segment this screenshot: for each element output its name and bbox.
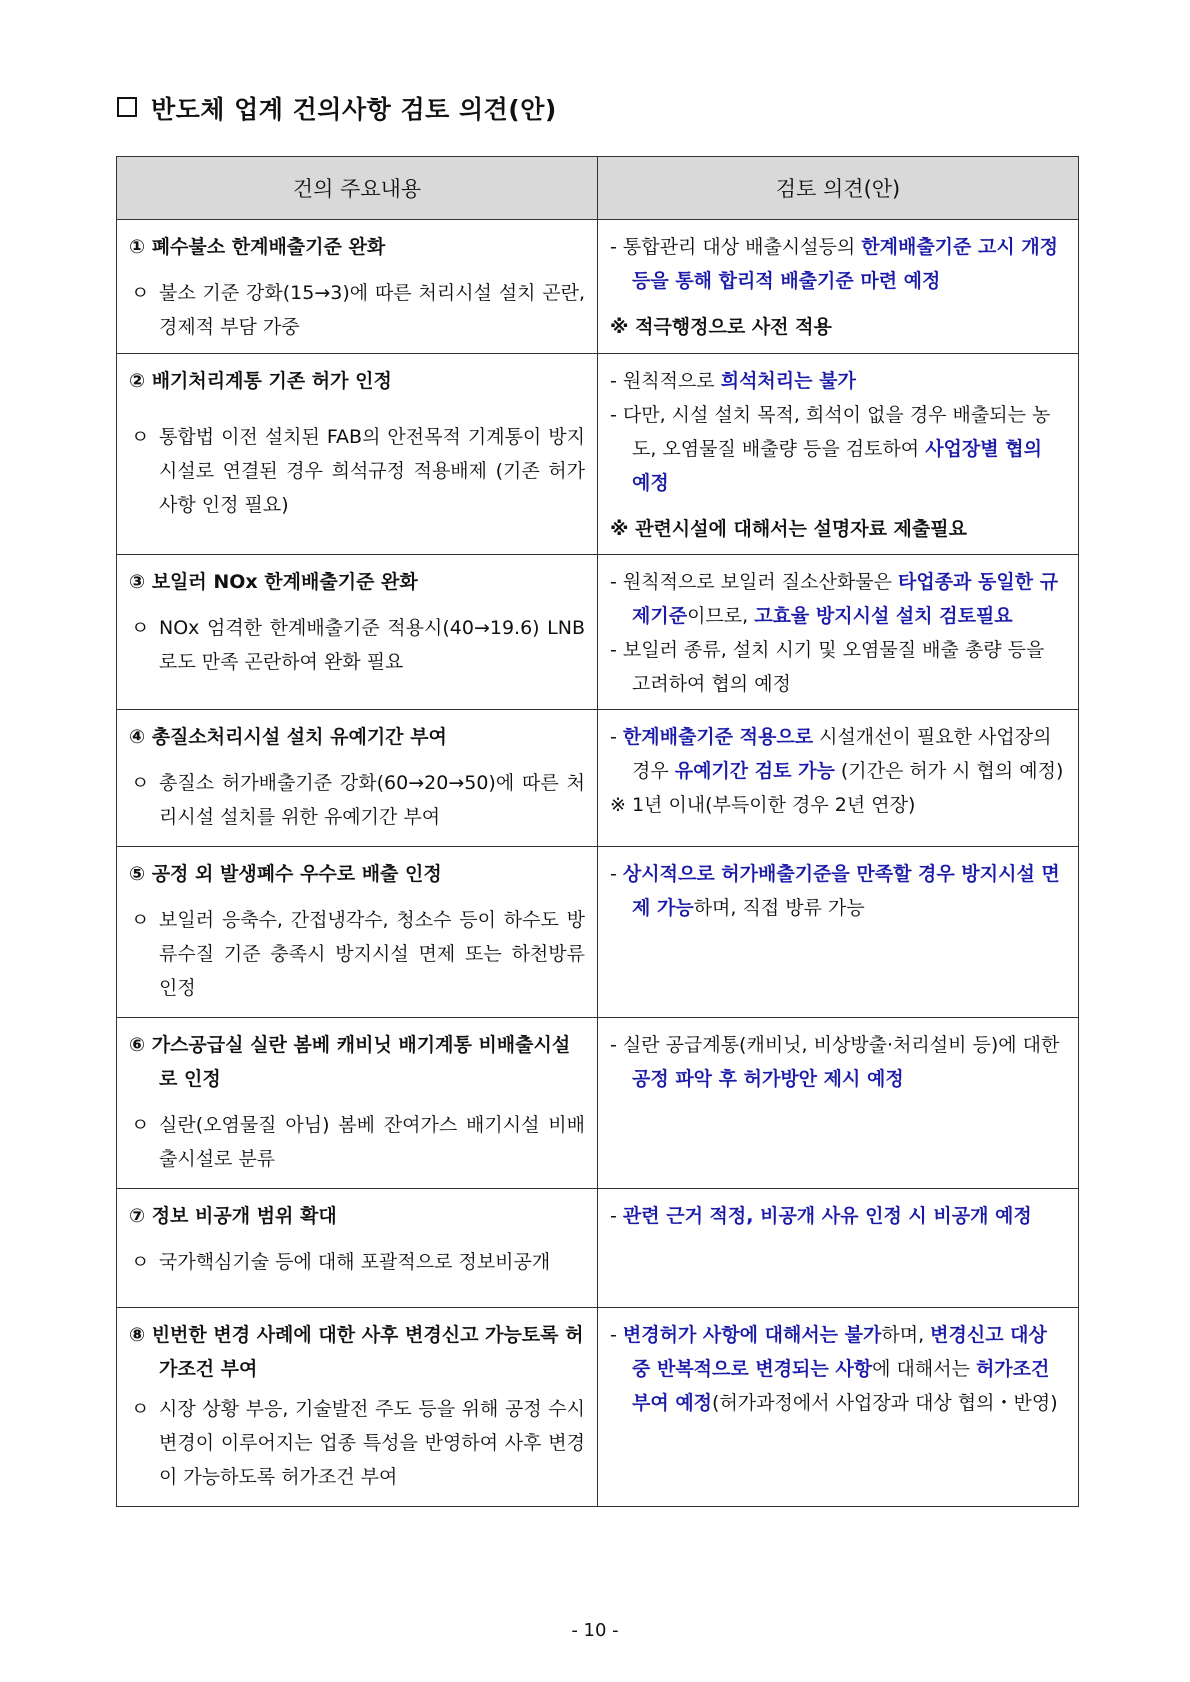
table-row — [117, 1018, 1079, 1189]
table-row — [117, 555, 1079, 710]
proposal-detail: ㅇ 실란(오염물질 아님) 봄베 잔여가스 배기시설 비배출시설로 분류 — [131, 1114, 585, 1170]
proposal-heading: ⑥ 가스공급실 실란 봄베 캐비닛 배기계통 비배출시설로 인정 — [129, 1034, 571, 1090]
proposal-heading: ⑤ 공정 외 발생폐수 우수로 배출 인정 — [129, 863, 442, 885]
col-header-proposal: 건의 주요내용 — [117, 157, 598, 220]
review-note: ※ 적극행정으로 사전 적용 — [610, 316, 832, 338]
proposal-heading: ④ 총질소처리시설 설치 유예기간 부여 — [129, 726, 447, 748]
proposal-heading: ② 배기처리계통 기존 허가 인정 — [129, 370, 392, 392]
table-row — [117, 1308, 1079, 1507]
review-text: - 변경허가 사항에 대해서는 불가하며, 변경신고 대상 중 반복적으로 변경되는 사항에 대해서는 허가조건 부여 예정(허가과정에서 사업장과 대상 협의・반영) — [610, 1324, 1058, 1414]
table-row — [117, 847, 1079, 1018]
proposal-heading: ⑧ 빈번한 변경 사례에 대한 사후 변경신고 가능토록 허가조건 부여 — [129, 1324, 584, 1380]
review-text: - 실란 공급계통(캐비닛, 비상방출·처리설비 등)에 대한 공정 파악 후 허가방안 제시 예정 — [610, 1034, 1060, 1090]
table-row — [117, 710, 1079, 847]
col-header-review: 검토 의견(안) — [598, 157, 1079, 220]
proposal-heading: ③ 보일러 NOx 한계배출기준 완화 — [129, 571, 418, 593]
table-header-row — [117, 157, 1079, 220]
review-text: - 다만, 시설 설치 목적, 희석이 없을 경우 배출되는 농도, 오염물질 배출량 등을 검토하여 사업장별 협의 예정 — [610, 404, 1051, 494]
proposal-detail: ㅇ 통합법 이전 설치된 FAB의 안전목적 기계통이 방지시설로 연결된 경우 희석규정 적용배제 (기존 허가사항 인정 필요) — [131, 426, 585, 516]
review-text: - 원칙적으로 희석처리는 불가 — [610, 370, 856, 392]
review-text: - 관련 근거 적정, 비공개 사유 인정 시 비공개 예정 — [610, 1205, 1032, 1227]
table-row — [117, 354, 1079, 555]
review-note: ※ 관련시설에 대해서는 설명자료 제출필요 — [610, 518, 967, 540]
review-text: - 보일러 종류, 설치 시기 및 오염물질 배출 총량 등을 고려하여 협의 예정 — [610, 639, 1045, 695]
checkbox-square-icon — [117, 97, 137, 117]
proposal-detail: ㅇ 국가핵심기술 등에 대해 포괄적으로 정보비공개 — [131, 1251, 551, 1273]
proposal-detail: ㅇ 시장 상황 부응, 기술발전 주도 등을 위해 공정 수시변경이 이루어지는 업종 특성을 반영하여 사후 변경이 가능하도록 허가조건 부여 — [131, 1398, 585, 1488]
page-title: 반도체 업계 건의사항 검토 의견(안) — [117, 90, 557, 126]
review-note: ※ 1년 이내(부득이한 경우 2년 연장) — [610, 794, 916, 816]
review-table — [116, 156, 1079, 1507]
review-text: - 통합관리 대상 배출시설등의 한계배출기준 고시 개정 등을 통해 합리적 배출기준 마련 예정 — [610, 236, 1059, 292]
proposal-detail: ㅇ NOx 엄격한 한계배출기준 적용시(40→19.6) LNB로도 만족 곤란하여 완화 필요 — [131, 617, 585, 673]
review-text: - 한계배출기준 적용으로 시설개선이 필요한 사업장의 경우 유예기간 검토 가능 (기간은 허가 시 협의 예정) — [610, 726, 1064, 782]
proposal-heading: ① 폐수불소 한계배출기준 완화 — [129, 236, 386, 258]
proposal-detail: ㅇ 총질소 허가배출기준 강화(60→20→50)에 따른 처리시설 설치를 위한 유예기간 부여 — [131, 772, 585, 828]
table-row — [117, 220, 1079, 354]
review-text: - 원칙적으로 보일러 질소산화물은 타업종과 동일한 규제기준이므로, 고효율 방지시설 설치 검토필요 — [610, 571, 1059, 627]
review-text: - 상시적으로 허가배출기준을 만족할 경우 방지시설 면제 가능하며, 직접 방류 가능 — [610, 863, 1060, 919]
proposal-detail: ㅇ 보일러 응축수, 간접냉각수, 청소수 등이 하수도 방류수질 기준 충족시 방지시설 면제 또는 하천방류 인정 — [131, 909, 585, 999]
page-number: - 10 - — [571, 1620, 619, 1641]
proposal-detail: ㅇ 불소 기준 강화(15→3)에 따른 처리시설 설치 곤란, 경제적 부담 가중 — [131, 282, 585, 338]
proposal-heading: ⑦ 정보 비공개 범위 확대 — [129, 1205, 337, 1227]
table-row — [117, 1189, 1079, 1308]
